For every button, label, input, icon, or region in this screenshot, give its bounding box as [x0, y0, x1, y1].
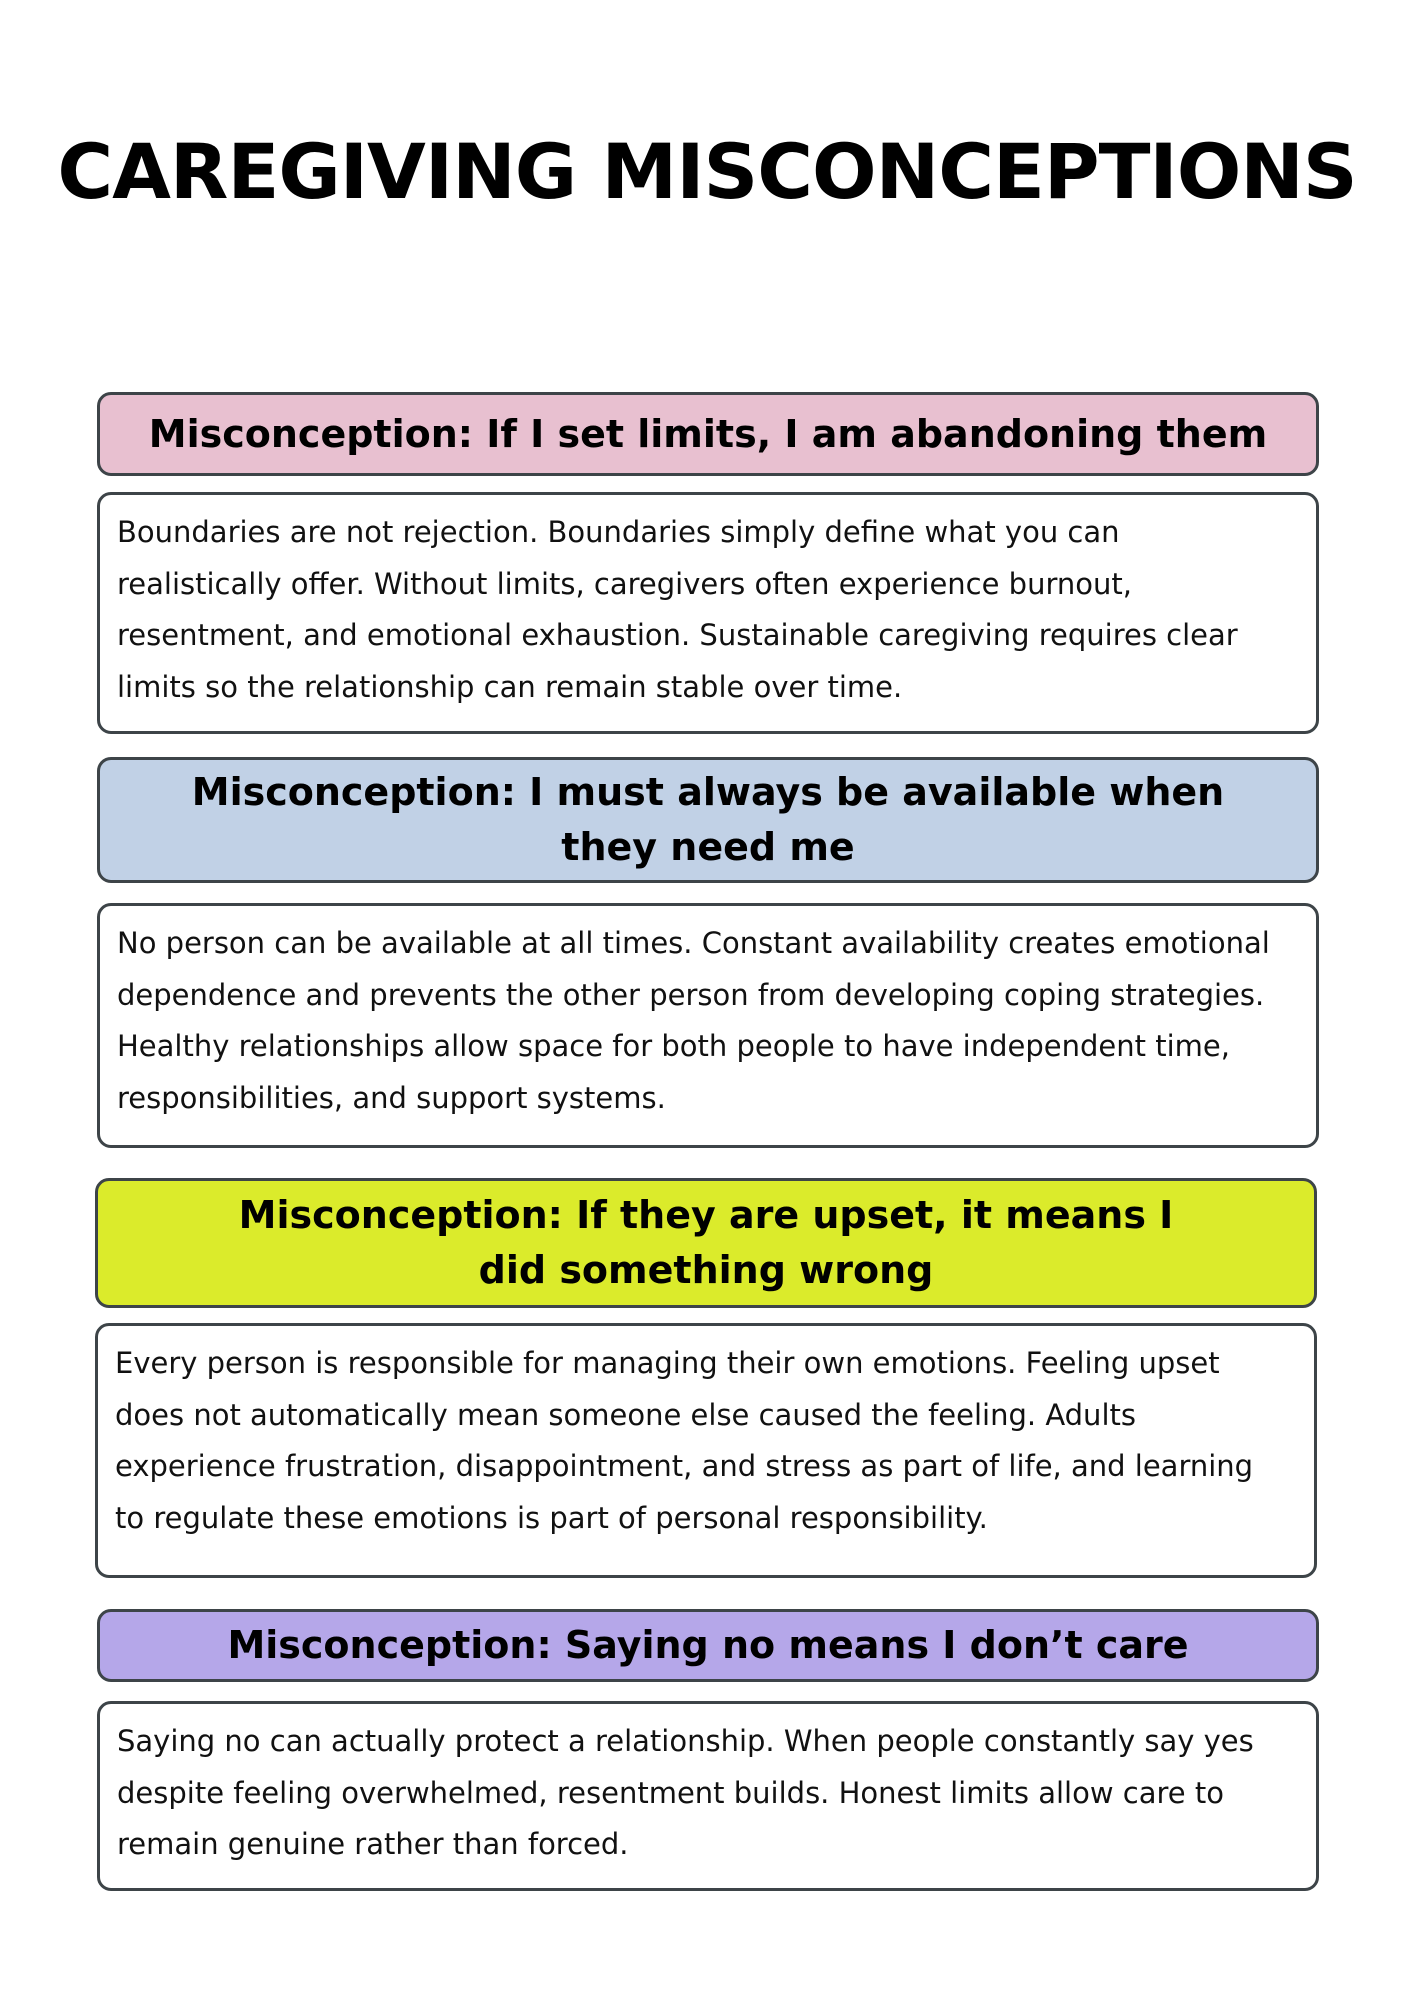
explanation-text-4: Saying no can actually protect a relationship. When people constantly say yes despite feeling overwhelmed, resentment builds. Honest limits allow care to remain genuine rather than forced.	[117, 1724, 1254, 1861]
page-title: CAREGIVING MISCONCEPTIONS	[57, 127, 1357, 216]
misconception-heading-4: Misconception: Saying no means I don’t care	[97, 1609, 1319, 1682]
misconception-heading-2: Misconception: I must always be available when they need me	[97, 757, 1319, 883]
misconception-explanation-1	[97, 492, 1319, 734]
misconception-explanation-4	[97, 1701, 1319, 1891]
explanation-text-2: No person can be available at all times. Constant availability creates emotional dependence and prevents the other person from developing coping strategies. Healthy relationships allow space for both people to have independent time, responsibilities, and support systems.	[117, 926, 1270, 1115]
explanation-text-3: Every person is responsible for managing their own emotions. Feeling upset does not automatically mean someone else caused the feeling. Adults experience frustration, disappointment, and stress as part of life, and learning to regulate these emotions is part of personal responsibility.	[115, 1346, 1254, 1535]
misconception-explanation-2	[97, 903, 1319, 1148]
misconception-heading-3: Misconception: If they are upset, it means I did something wrong	[95, 1178, 1317, 1308]
misconception-heading-1: Misconception: If I set limits, I am abandoning them	[97, 392, 1319, 476]
misconception-explanation-3	[95, 1323, 1317, 1578]
explanation-text-1: Boundaries are not rejection. Boundaries simply define what you can realistically offer. Without limits, caregivers often experience burnout, resentment, and emotional exhaustion. Sustainable caregiving requires clear limits so the relationship can remain stable over time.	[117, 515, 1238, 704]
